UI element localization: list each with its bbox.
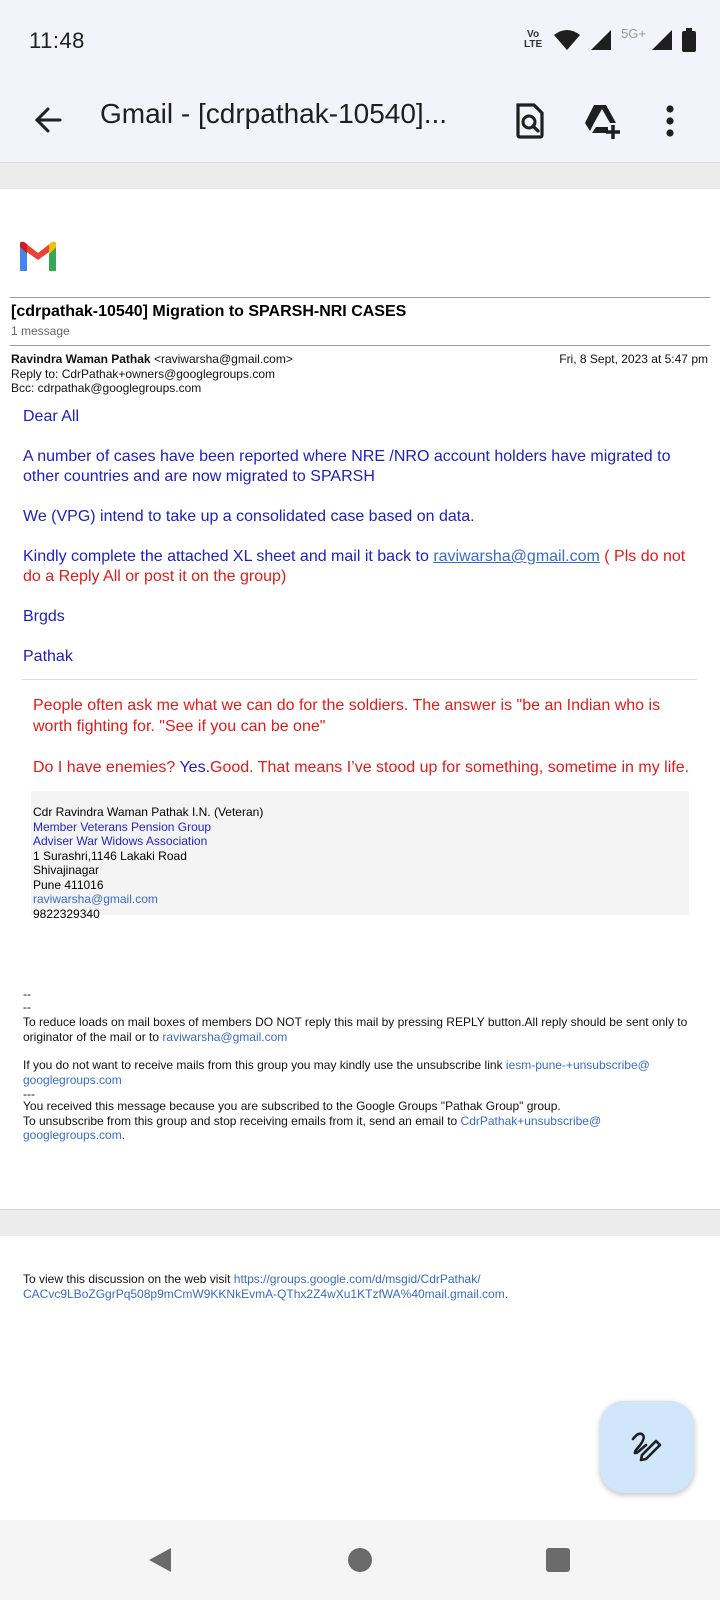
quote-2: Do I have enemies? Yes.Good. That means I’ve stood up for something, sometime in my life. [33,759,690,776]
sender-short-name: Pathak [23,648,73,665]
footer-reduce-notice: To reduce loads on mail boxes of members DO NOT reply this mail by pressing REPLY button.All reply should be sent only to originator of the mail or to raviwarsha@gmail.com [23,1015,688,1044]
more-vert-icon [664,104,676,138]
footer-dash-3: --- [23,1087,35,1101]
reply-warning: ( Pls do not do a Reply All or post it on the group) [23,548,686,585]
nav-home-icon [347,1547,373,1573]
footer-unsubscribe-notice: If you do not want to receive mails from this group you may kindly use the unsubscribe link iesm-pune-+unsubscribe@ googlegroups.com [23,1058,650,1087]
sender-email: <raviwarsha@gmail.com> [153,352,293,366]
battery-icon [682,28,696,52]
nav-back-icon [147,1546,173,1574]
network-type-label: 5G+ [621,26,646,41]
pen-scribble-icon [630,1430,664,1464]
body-paragraph-2: We (VPG) intend to take up a consolidated case based on data. [23,508,475,525]
footer-dash-2: -- [23,1000,31,1014]
nav-recents-icon [545,1547,571,1573]
signature: Cdr Ravindra Waman Pathak I.N. (Veteran) Member Veterans Pension Group Adviser War Widows Association 1 Surashri,1146 Lakaki Road Shivajinagar Pune 411016 raviwarsha@gmail.com 9822329340 [33,805,264,921]
wifi-icon [553,29,581,51]
sender-name: Ravindra Waman Pathak [11,352,151,366]
footer-email-link[interactable]: raviwarsha@gmail.com [162,1029,288,1044]
back-button[interactable] [30,100,70,140]
drive-add-icon [582,103,622,139]
drive-add-button[interactable] [580,99,624,143]
footer-unsubscribe-link[interactable]: iesm-pune-+unsubscribe@ googlegroups.com [23,1058,650,1087]
footer-dash-1: -- [23,987,31,1001]
quote-1: People often ask me what we can do for the soldiers. The answer is "be an Indian who is worth fighting for. "See if you can be one" [33,697,661,735]
signature-phone: 9822329340 [33,906,100,921]
find-in-page-icon [514,103,546,139]
email-link[interactable]: raviwarsha@gmail.com [433,548,600,565]
page-separator-top [0,163,720,189]
nav-back-button[interactable] [140,1540,180,1580]
signature-separator [22,679,697,680]
volte-indicator: Vo LTE [523,29,543,50]
sender-line [11,352,293,367]
gmail-logo-icon [18,241,58,273]
signal-icon-2 [650,28,674,52]
signal-icon [589,28,613,52]
more-options-button[interactable] [648,99,692,143]
greeting: Dear All [23,408,80,425]
subject-rule [10,345,710,346]
closing: Brgds [23,608,65,625]
footer-received-notice: You received this message because you are subscribed to the Google Groups "Pathak Group" group. To unsubscribe from this group and stop receiving emails from it, send an email to CdrPathak+unsubscribe@ googlegroups.com. [23,1099,602,1142]
app-bar [0,80,720,163]
web-discussion-link[interactable]: https://groups.google.com/d/msgid/CdrPathak/ CACvc9LBoZGgrPq508p9mCmW9KKNkEvmA-QThx2Z4wXu1KTzfWA%40mail.gmail.com [23,1272,505,1301]
back-arrow-icon [30,100,70,140]
message-count: 1 message [11,324,70,338]
footer-group-unsubscribe-link[interactable]: CdrPathak+unsubscribe@ googlegroups.com [23,1113,602,1142]
nav-recents-button[interactable] [538,1540,578,1580]
email-date: Fri, 8 Sept, 2023 at 5:47 pm [559,352,708,366]
signature-email-link[interactable]: raviwarsha@gmail.com [33,892,158,906]
header-rule [10,297,710,298]
web-view-notice: To view this discussion on the web visit https://groups.google.com/d/msgid/CdrPathak/ CACvc9LBoZGgrPq508p9mCmW9KKNkEvmA-QThx2Z4wXu1KTzfWA%40mail.gmail.com. [23,1272,509,1301]
email-meta [11,352,293,396]
annotate-fab-button[interactable] [600,1401,694,1493]
email-subject: [cdrpathak-10540] Migration to SPARSH-NRI CASES [11,303,407,320]
find-in-page-button[interactable] [508,99,552,143]
nav-home-button[interactable] [340,1540,380,1580]
status-bar [0,0,720,80]
status-time: 11:48 [29,28,85,53]
status-icons [521,26,696,54]
email-print-view[interactable] [0,189,720,1209]
body-paragraph-1: A number of cases have been reported where NRE /NRO account holders have migrated to other countries and are now migrated to SPARSH [23,448,671,485]
reply-to: Reply to: CdrPathak+owners@googlegroups.com [11,366,275,381]
page-title: Gmail - [cdrpathak-10540]... [100,98,448,129]
bcc: Bcc: cdrpathak@googlegroups.com [11,381,202,395]
page-break [0,1209,720,1236]
system-nav-bar [0,1520,720,1600]
body-paragraph-3: Kindly complete the attached XL sheet and mail it back to raviwarsha@gmail.com ( Pls do not do a Reply All or post it on the group) [23,548,686,585]
